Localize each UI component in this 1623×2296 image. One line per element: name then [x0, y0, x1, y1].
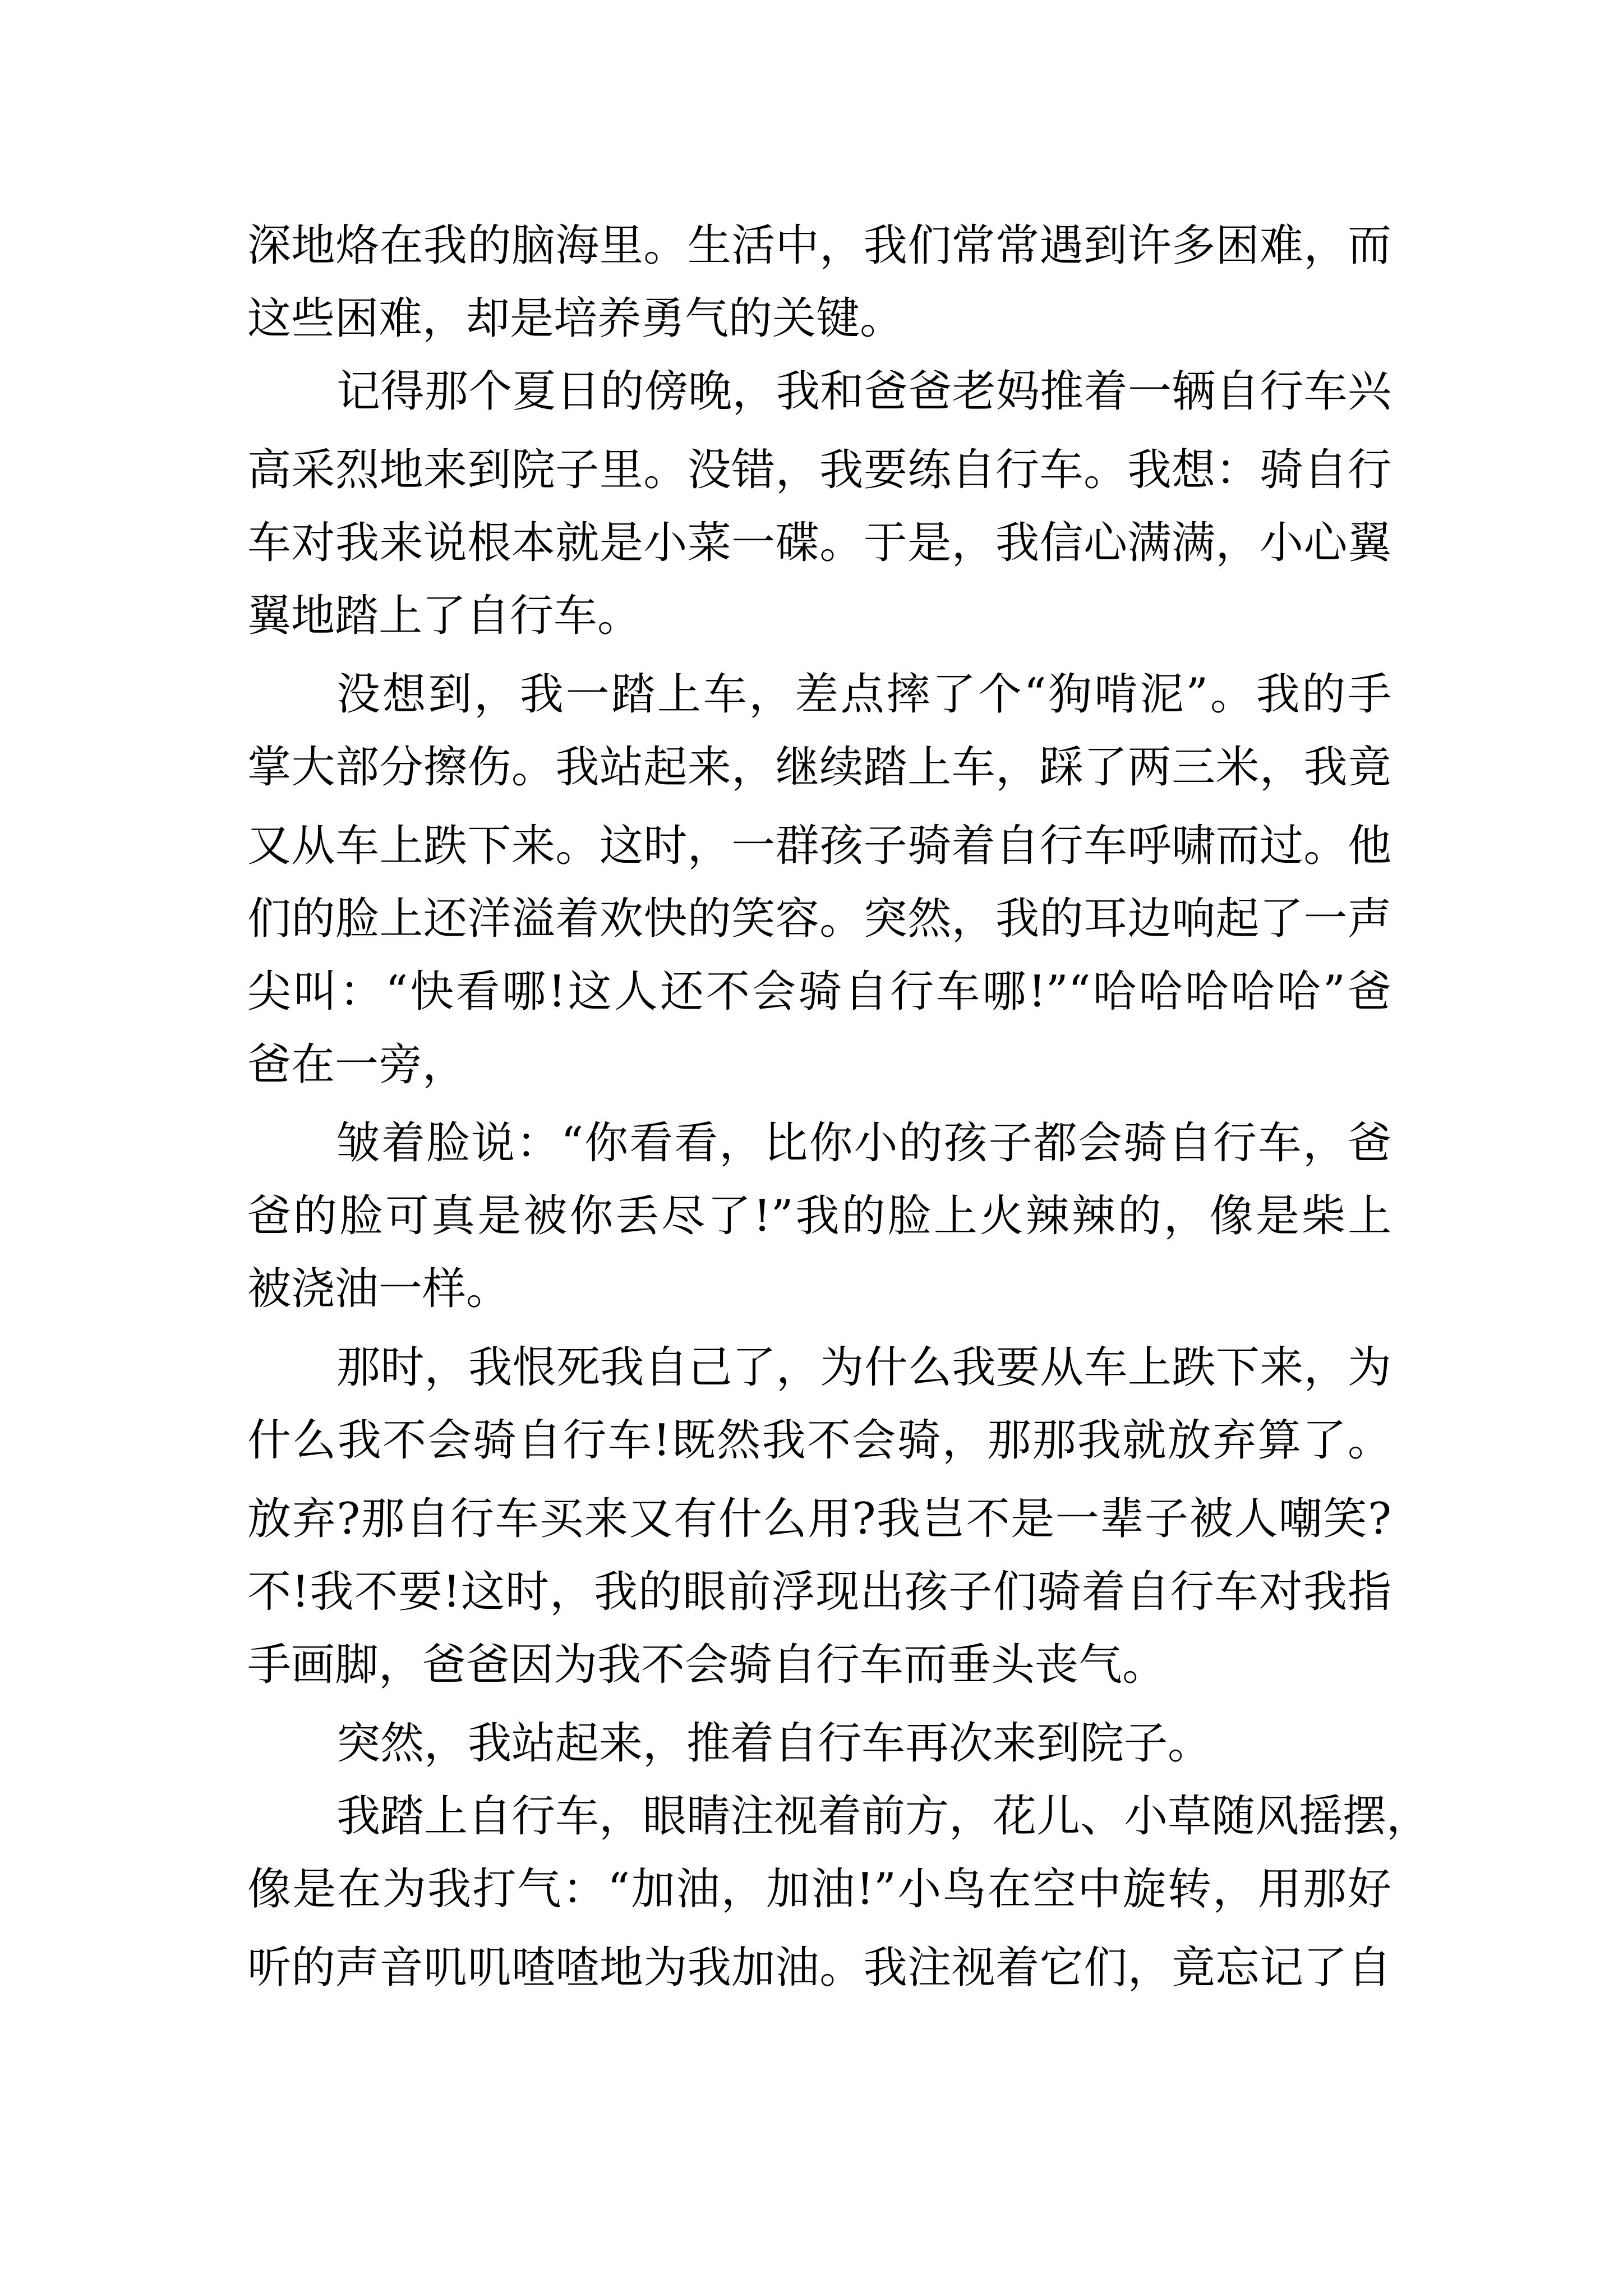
text-line: 被浇油一样。 — [247, 1264, 510, 1314]
paragraph-first-line: 没想到，我一踏上车，差点摔了个“狗啃泥”。我的手 — [336, 669, 1391, 720]
text-line: 爸在一旁， — [247, 1039, 467, 1090]
text-line: 车对我来说根本就是小菜一碟。于是，我信心满满，小心翼 — [247, 518, 1391, 568]
text-line: 又从车上跌下来。这时，一群孩子骑着自行车呼啸而过。他 — [247, 821, 1391, 871]
paragraph-first-line: 皱着脸说：“你看看，比你小的孩子都会骑自行车，爸 — [336, 1118, 1391, 1168]
text-line: 手画脚，爸爸因为我不会骑自行车而垂头丧气。 — [247, 1640, 1166, 1690]
text-line: 深地烙在我的脑海里。生活中，我们常常遇到许多困难，而 — [247, 220, 1391, 271]
text-line: 们的脸上还洋溢着欢快的笑容。突然，我的耳边响起了一声 — [247, 894, 1391, 944]
text-line: 尖叫：“快看哪!这人还不会骑自行车哪!”“哈哈哈哈哈”爸 — [247, 967, 1391, 1017]
text-line: 这些困难，却是培养勇气的关键。 — [247, 293, 904, 344]
text-line: 高采烈地来到院子里。没错，我要练自行车。我想：骑自行 — [247, 445, 1391, 495]
text-line: 放弃?那自行车买来又有什么用?我岂不是一辈子被人嘲笑? — [247, 1494, 1391, 1544]
paragraph-first-line: 我踏上自行车，眼睛注视着前方，花儿、小草随风摇摆， — [336, 1791, 1431, 1842]
paragraph-first-line: 突然，我站起来，推着自行车再次来到院子。 — [336, 1718, 1212, 1769]
text-line: 什么我不会骑自行车!既然我不会骑，那那我就放弃算了。 — [247, 1415, 1391, 1466]
paragraph-first-line: 那时，我恨死我自己了，为什么我要从车上跌下来，为 — [336, 1342, 1391, 1393]
text-line: 翼地踏上了自行车。 — [247, 591, 642, 641]
text-line: 听的声音叽叽喳喳地为我加油。我注视着它们，竟忘记了自 — [247, 1943, 1391, 1993]
text-line: 像是在为我打气：“加油，加油!”小鸟在空中旋转，用那好 — [247, 1864, 1391, 1915]
text-line: 不!我不要!这时，我的眼前浮现出孩子们骑着自行车对我指 — [247, 1567, 1391, 1617]
text-line: 爸的脸可真是被你丢尽了!”我的脸上火辣辣的，像是柴上 — [247, 1191, 1391, 1241]
text-line: 掌大部分擦伤。我站起来，继续踏上车，踩了两三米，我竟 — [247, 742, 1391, 793]
paragraph-first-line: 记得那个夏日的傍晚，我和爸爸老妈推着一辆自行车兴 — [336, 366, 1391, 417]
